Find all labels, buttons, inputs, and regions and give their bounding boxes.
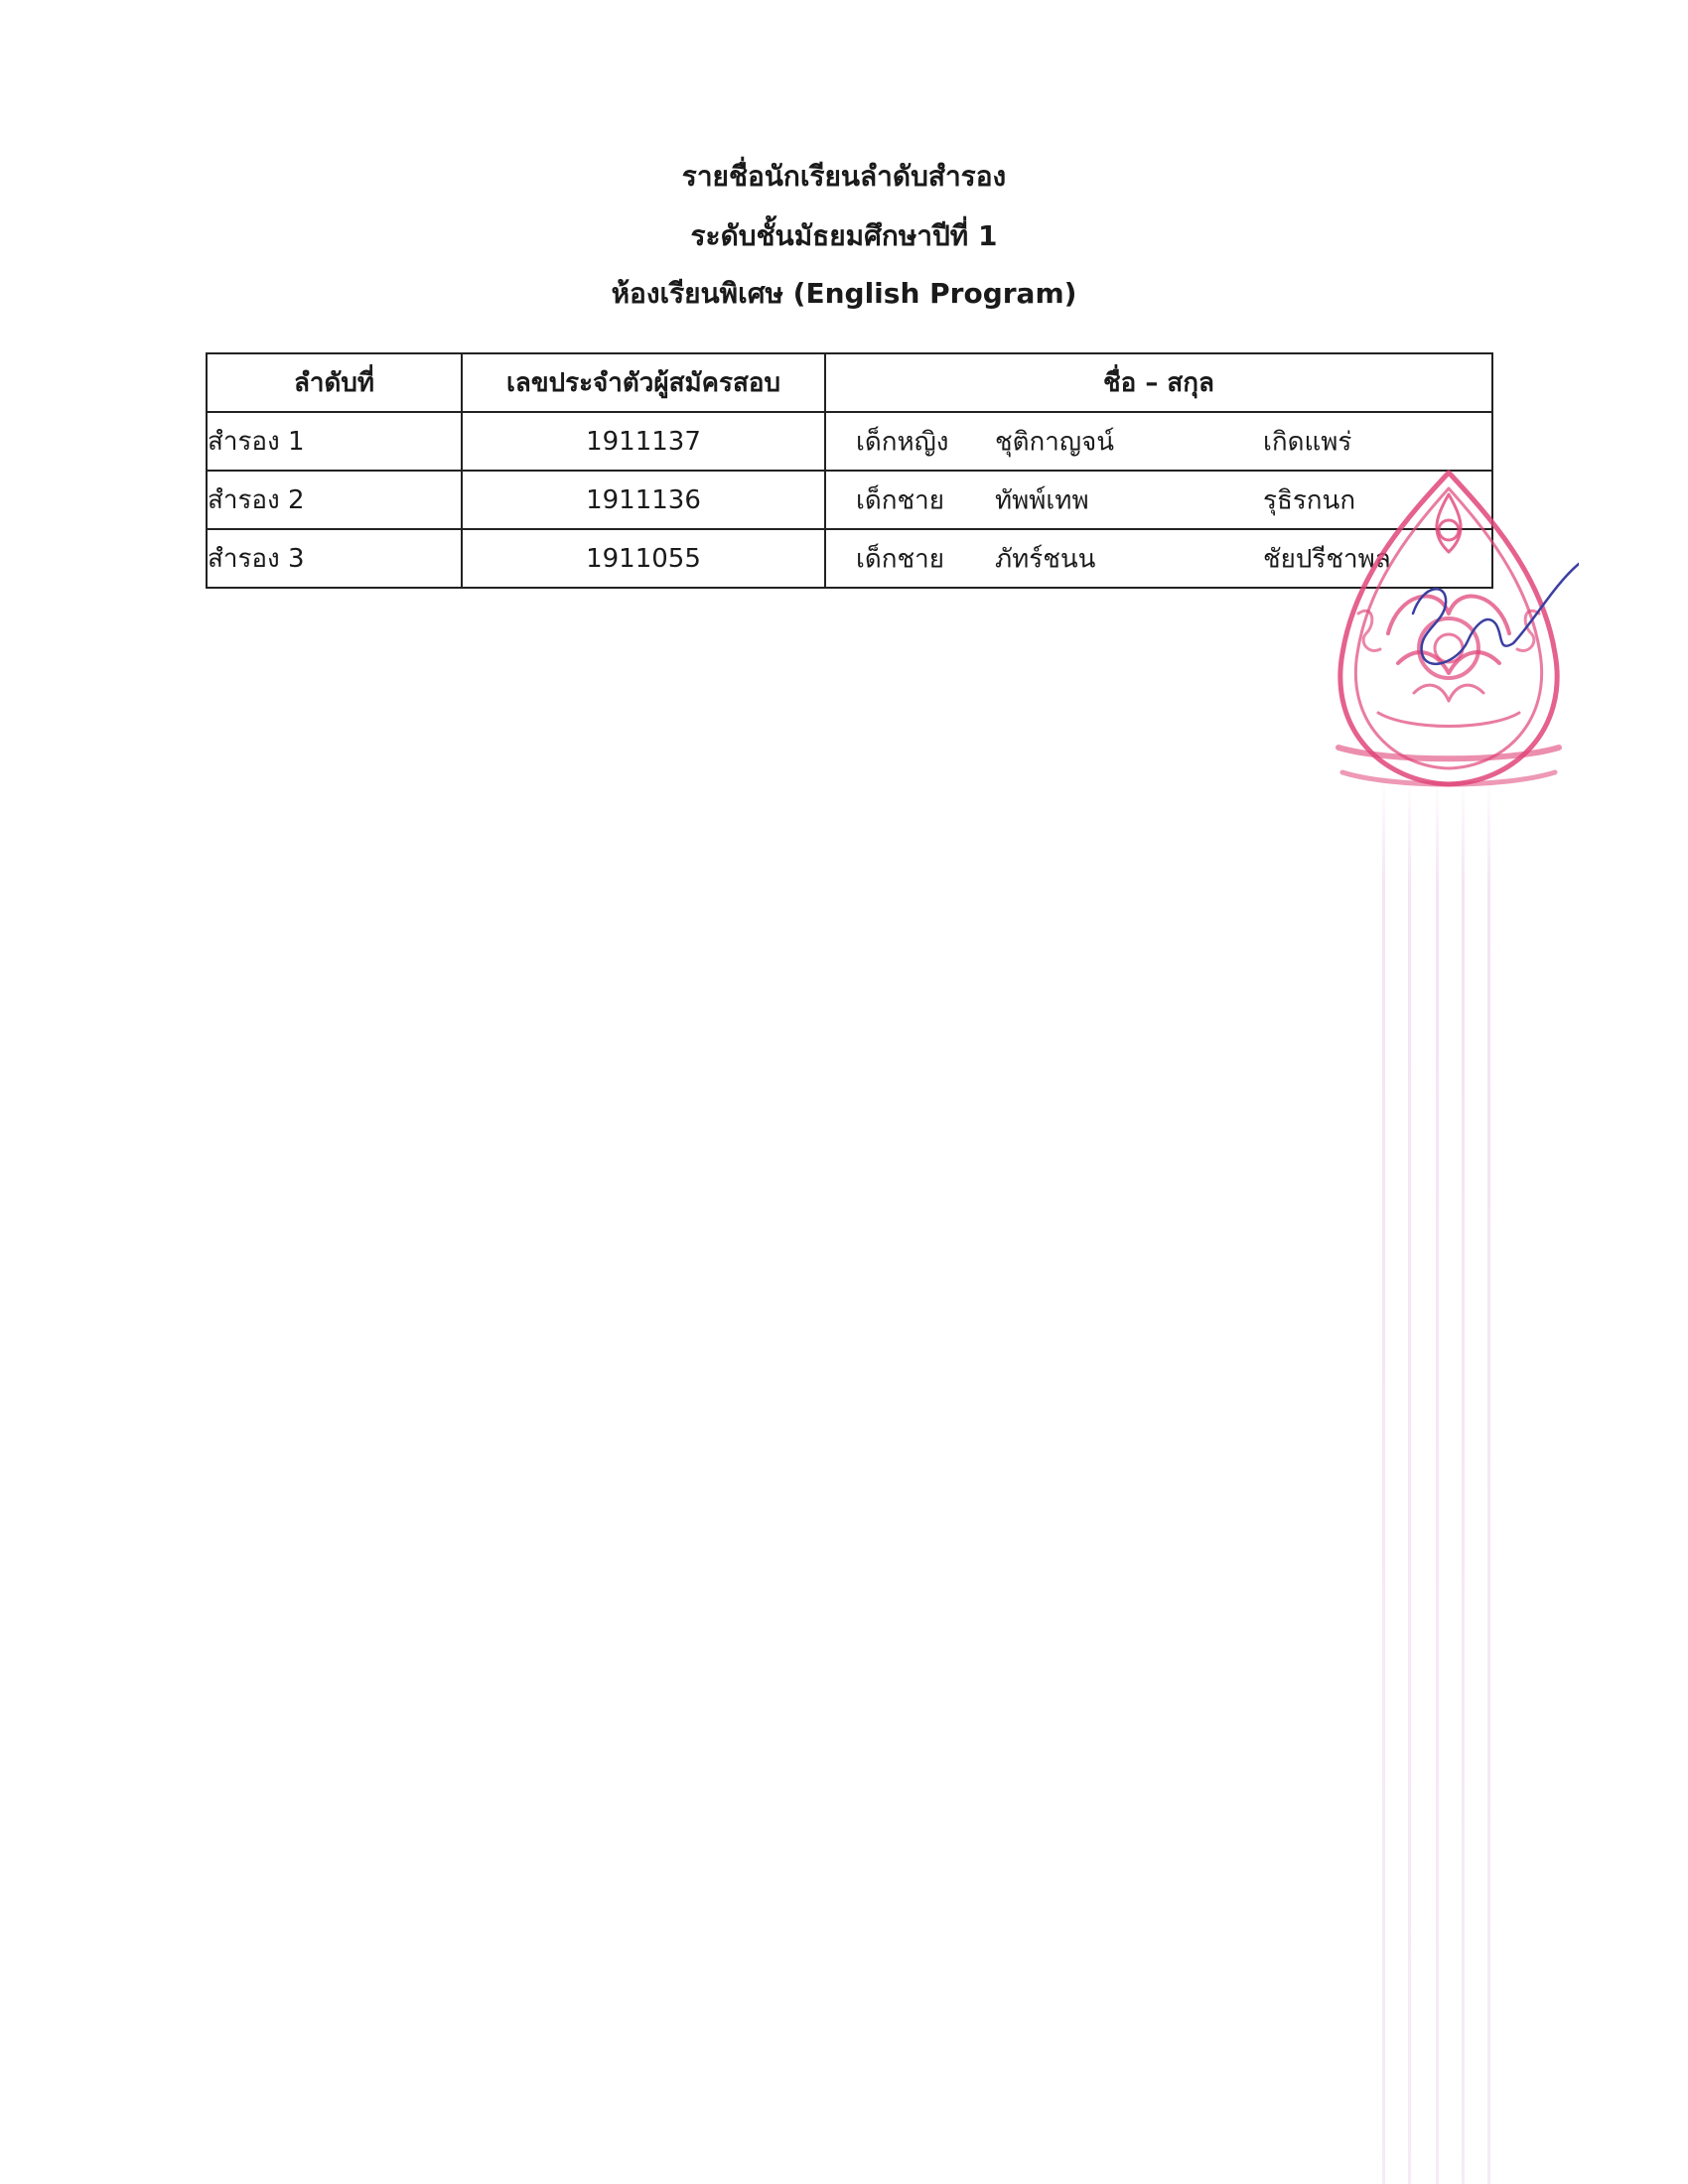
header-full-name: ชื่อ – สกุล [825,353,1492,412]
row-applicant-id: 1911136 [462,471,825,529]
scan-artifact-lines [1370,774,1499,2184]
table-row [207,529,1492,588]
document-subtitle-level: ระดับชั้นมัธยมศึกษาปีที่ 1 [690,219,998,252]
row-full-name [825,412,1492,471]
row-applicant-id: 1911137 [462,412,825,471]
row-applicant-id: 1911055 [462,529,825,588]
row-last-name: เกิดแพร่ [1263,427,1352,457]
row-full-name [825,529,1492,588]
row-first-name: ภัทร์ชนน [995,544,1096,574]
row-order: สำรอง 1 [207,412,462,471]
header-order: ลำดับที่ [207,353,462,412]
reserve-students-table [206,352,1493,589]
table-row [207,412,1492,471]
row-order: สำรอง 3 [207,529,462,588]
document-title: รายชื่อนักเรียนลำดับสำรอง [681,160,1007,193]
row-name-title: เด็กชาย [856,485,944,515]
table-header-row [207,353,1492,412]
row-first-name: ทัพพ์เทพ [995,485,1089,515]
table-row [207,471,1492,529]
row-last-name: ชัยปรีชาพล [1263,544,1391,574]
row-full-name [825,471,1492,529]
row-first-name: ชุติกาญจน์ [995,427,1115,457]
row-name-title: เด็กชาย [856,544,944,574]
document-subtitle-program: ห้องเรียนพิเศษ (English Program) [611,277,1077,310]
row-order: สำรอง 2 [207,471,462,529]
row-last-name: รุธิรกนก [1263,485,1356,515]
row-name-title: เด็กหญิง [856,427,949,457]
header-applicant-id: เลขประจำตัวผู้สมัครสอบ [462,353,825,412]
